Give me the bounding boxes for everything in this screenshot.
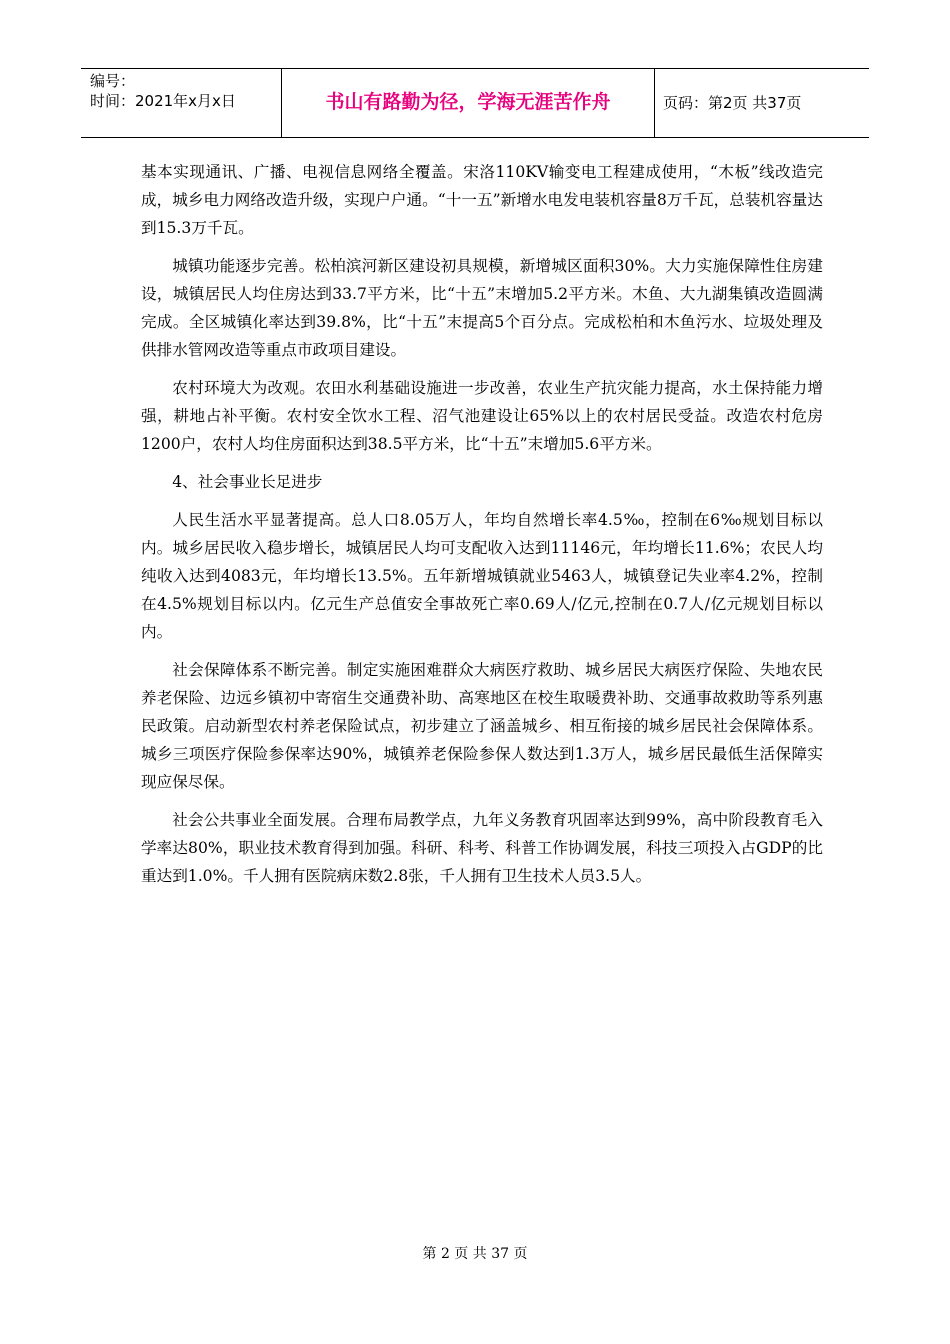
paragraph-infrastructure: 基本实现通讯、广播、电视信息网络全覆盖。宋洛110KV输变电工程建成使用，“木板”线改造完成，城乡电力网络改造升级，实现户户通。“十一五”新增水电发电装机容量8万千瓦，总装机容量达到15.3万千瓦。 [141,163,823,237]
header-motto-cell [282,69,655,137]
header-meta-cell [81,69,282,137]
header-page-cell [655,69,869,137]
paragraph-public-affairs: 社会公共事业全面发展。合理布局教学点，九年义务教育巩固率达到99%，高中阶段教育毛入学率达80%，职业技术教育得到加强。科研、科考、科普工作协调发展，科技三项投入占GDP的比重达到1.0%。千人拥有医院病床数2.8张，千人拥有卫生技术人员3.5人。 [141,811,823,885]
page-header [81,68,869,138]
section-heading-social: 4、社会事业长足进步 [172,473,323,491]
document-number-label: 编号： [90,72,136,90]
paragraph-rural-environment: 农村环境大为改观。农田水利基础设施进一步改善，农业生产抗灾能力提高，水土保持能力增强，耕地占补平衡。农村安全饮水工程、沼气池建设让65%以上的农村居民受益。改造农村危房1200户，农村人均住房面积达到38.5平方米，比“十五”末增加5.6平方米。 [141,379,823,453]
paragraph-urban-function: 城镇功能逐步完善。松柏滨河新区建设初具规模，新增城区面积30%。大力实施保障性住房建设，城镇居民人均住房达到33.7平方米，比“十五”末增加5.2平方米。木鱼、大九湖集镇改造圆满完成。全区城镇化率达到39.8%，比“十五”末提高5个百分点。完成松柏和木鱼污水、垃圾处理及供排水管网改造等重点市政项目建设。 [141,257,823,359]
paragraph-social-security: 社会保障体系不断完善。制定实施困难群众大病医疗救助、城乡居民大病医疗保险、失地农民养老保险、边远乡镇初中寄宿生交通费补助、高寒地区在校生取暖费补助、交通事故救助等系列惠民政策。启动新型农村养老保险试点，初步建立了涵盖城乡、相互衔接的城乡居民社会保障体系。城乡三项医疗保险参保率达90%，城镇养老保险参保人数达到1.3万人，城乡居民最低生活保障实现应保尽保。 [141,661,823,791]
header-page-info: 页码：第2页 共37页 [663,94,802,112]
document-time-label: 时间：2021年x月x日 [90,92,236,110]
page-footer: 第 2 页 共 37 页 [422,1246,528,1262]
paragraph-living-standard: 人民生活水平显著提高。总人口8.05万人，年均自然增长率4.5‰，控制在6‰规划目标以内。城乡居民收入稳步增长，城镇居民人均可支配收入达到11146元，年均增长11.6%；农民人均纯收入达到4083元，年均增长13.5%。五年新增城镇就业5463人，城镇登记失业率4.2%，控制在4.5%规划目标以内。亿元生产总值安全事故死亡率0.69人/亿元,控制在0.7人/亿元规划目标以内。 [141,511,823,641]
document-body [141,158,823,900]
header-motto: 书山有路勤为径，学海无涯苦作舟 [325,91,611,113]
